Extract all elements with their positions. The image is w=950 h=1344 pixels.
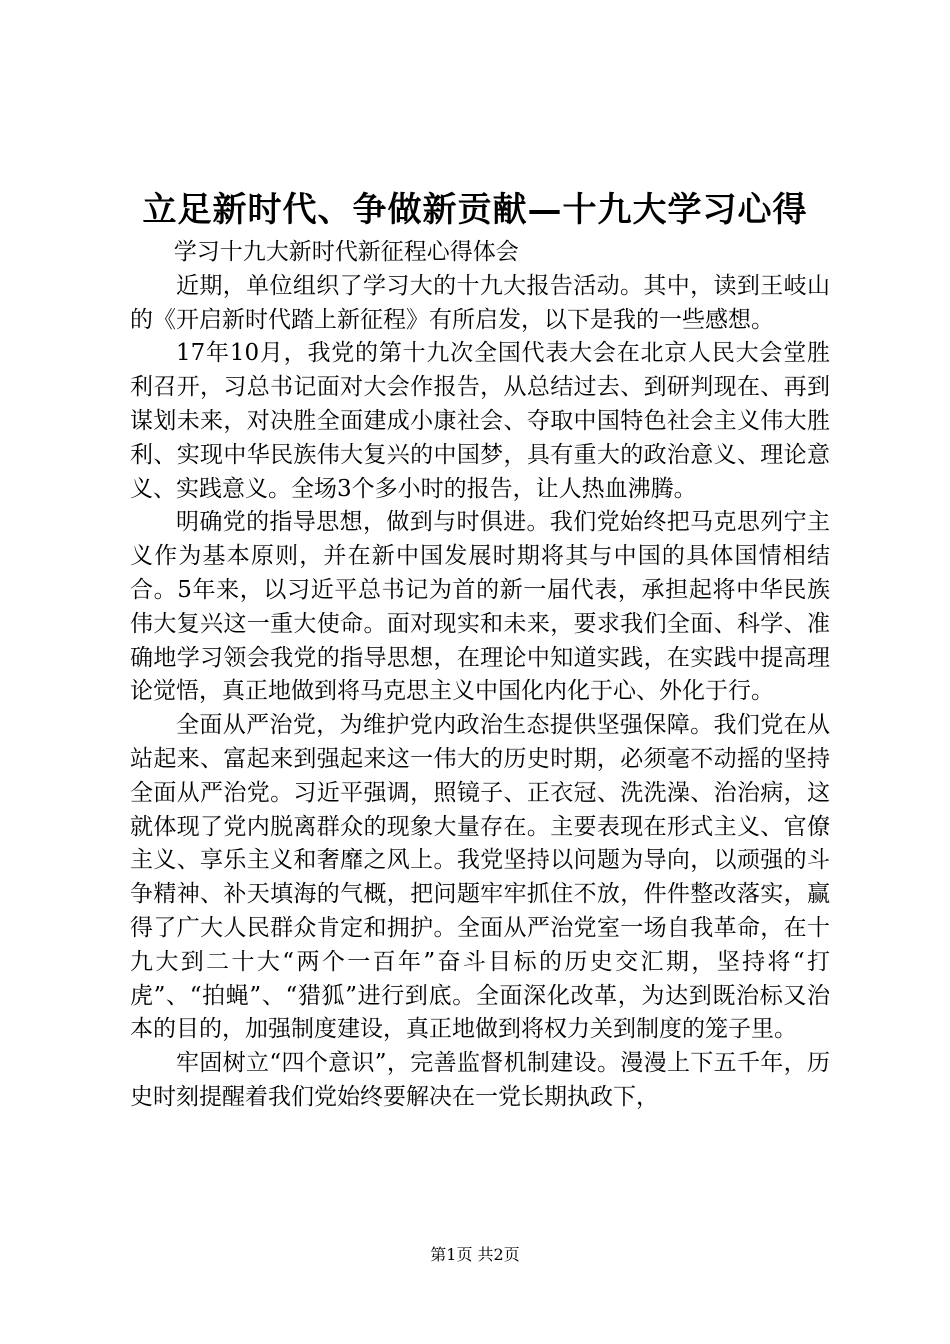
paragraph-2: 17年10月，我党的第十九次全国代表大会在北京人民大会堂胜利召开，习总书记面对大会作报告，从总结过去、到研判现在、再到谋划未来，对决胜全面建成小康社会、夺取中国特色社会主义伟大胜利、实现中华民族伟大复兴的中国梦，具有重大的政治意义、理论意义、实践意义。全场3个多小时的报告，让人热血沸腾。 (130, 340, 830, 502)
paragraph-1: 近期，单位组织了学习大的十九大报告活动。其中，读到王岐山的《开启新时代踏上新征程》有所启发，以下是我的一些感想。 (130, 272, 830, 333)
page-footer: 第1页 共2页 (430, 1245, 520, 1264)
paragraph-4: 全面从严治党，为维护党内政治生态提供坚强保障。我们党在从站起来、富起来到强起来这一伟大的历史时期，必须毫不动摇的坚持全面从严治党。习近平强调，照镜子、正衣冠、洗洗澡、治治病，这就体现了党内脱离群众的现象大量存在。主要表现在形式主义、官僚主义、享乐主义和奢靡之风上。我党坚持以问题为导向，以顽强的斗争精神、补天填海的气概，把问题牢牢抓住不放，件件整改落实，赢得了广大人民群众肯定和拥护。全面从严治党室一场自我革命，在十九大到二十大“两个一百年”奋斗目标的历史交汇期，坚持将“打虎”、“拍蝇”、“猎狐”进行到底。全面深化改革，为达到既治标又治本的目的，加强制度建设，真正地做到将权力关到制度的笼子里。 (130, 712, 830, 1043)
document-body (130, 236, 830, 1115)
document-title: 立足新时代、争做新贡献—十九大学习心得 (142, 190, 808, 230)
paragraph-5: 牢固树立“四个意识”，完善监督机制建设。漫漫上下五千年，历史时刻提醒着我们党始终要解决在一党长期执政下， (130, 1050, 830, 1110)
document-subtitle: 学习十九大新时代新征程心得体会 (173, 239, 519, 265)
paragraph-3: 明确党的指导思想，做到与时俱进。我们党始终把马克思列宁主义作为基本原则，并在新中国发展时期将其与中国的具体国情相结合。5年来，以习近平总书记为首的新一届代表，承担起将中华民族伟大复兴这一重大使命。面对现实和未来，要求我们全面、科学、准确地学习领会我党的指导思想，在理论中知道实践，在实践中提高理论觉悟，真正地做到将马克思主义中国化内化于心、外化于行。 (130, 509, 830, 705)
